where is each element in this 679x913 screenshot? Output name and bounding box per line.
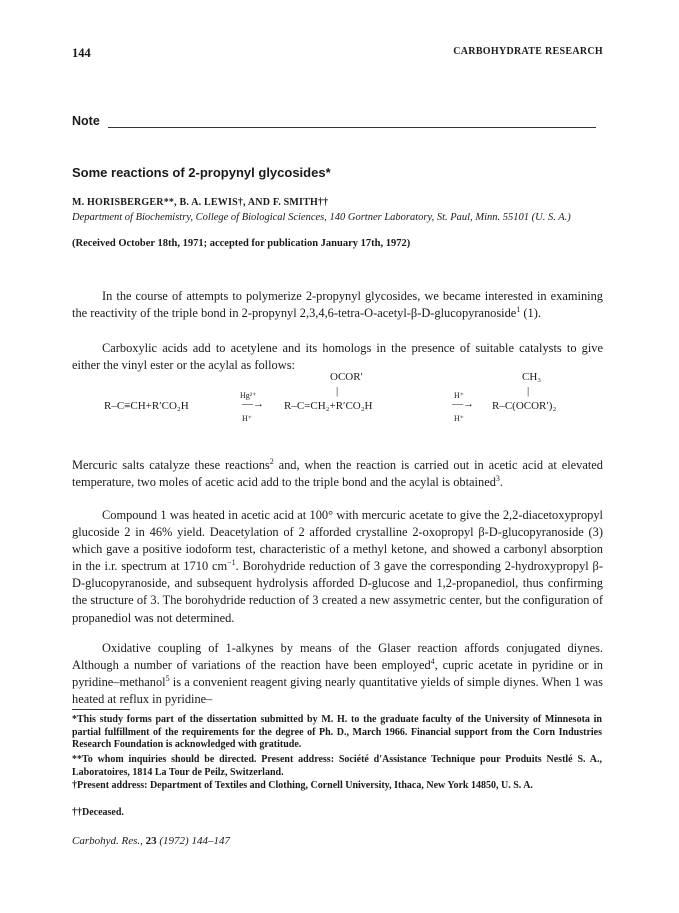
- reactant: R–C≡CH+R′CO₂H: [104, 400, 189, 412]
- catalyst-label: H⁺: [242, 414, 252, 423]
- reference-marker: 5: [165, 674, 170, 684]
- footnote-rule: [72, 709, 130, 710]
- paragraph-2: Carboxylic acids add to acetylene and its homologs in the presence of suitable catalysts to give either the vinyl ester or the acylal as follows:: [72, 341, 603, 373]
- author-list: M. HORISBERGER**, B. A. LEWIS†, AND F. SMITH††: [72, 197, 329, 208]
- footnote: †Present address: Department of Textiles and Clothing, Cornell University, Ithaca, New York 14850, U. S. A.: [72, 780, 533, 791]
- section-rule: [108, 127, 596, 128]
- paragraph-4: Compound 1 was heated in acetic acid at 100° with mercuric acetate to give the 2,2-diacetoxypropyl glucoside 2 in 46% yield. Deacetylation of 2 afforded crystalline 2-oxopropyl β-D-glucopyranoside (3) which gave a positive iodoform test, characteristic of a methyl ketone, and showed a carbonyl absorption in the i.r. spectrum at 1710 $cm^{-1}$. Borohydride reduction of 3 gave the corresponding 2-hydroxypropyl β-D-glucopyranoside, and subsequent hydrolysis afforded D-glucose and 1,2-propanediol, thus confirming the structure of 3. The borohydride reduction of 3 created a new assymetric center, but the configuration of propanediol was not determined.: [72, 508, 603, 625]
- vinyl-ester-substituent: OCOR′: [330, 371, 363, 383]
- received-dates: (Received October 18th, 1971; accepted for publication January 17th, 1972): [72, 238, 411, 249]
- paragraph-1: In the course of attempts to polymerize 2-propynyl glycosides, we became interested in examining the reactivity of the triple bond in 2-propynyl 2,3,4,6-tetra-O-acetyl-β-D-glucopyranoside$^1$ (1).: [72, 289, 603, 321]
- catalyst-label: Hg²⁺: [240, 391, 257, 400]
- footnote: ††Deceased.: [72, 807, 124, 818]
- intermediate: R–C=CH₂+R′CO₂H: [284, 400, 373, 412]
- reference-marker: 4: [430, 656, 435, 666]
- reaction-arrow: —→: [242, 398, 264, 410]
- journal-name: CARBOHYDRATE RESEARCH: [453, 46, 603, 57]
- running-header: [72, 46, 603, 62]
- reference-marker: 2: [269, 456, 274, 466]
- article-title: Some reactions of 2-propynyl glycosides*: [72, 165, 331, 180]
- reference-marker: 1: [516, 304, 521, 314]
- paragraph-5: Oxidative coupling of 1-alkynes by means of the Glaser reaction affords conjugated diynes. Although a number of variations of the reaction have been employed$^4$, cupric acetate in pyridine or in pyridine–methanol$^5$ is a convenient reagent giving nearly quantitative yields of simple diynes. When 1 was heated at reflux in pyridine–: [72, 641, 603, 707]
- paragraph-3: Mercuric salts catalyze these reactions$^2$ and, when the reaction is carried out in acetic acid at elevated temperature, two moles of acetic acid add to the triple bond and the acylal is obtained$^3$.: [72, 456, 603, 490]
- affiliation: Department of Biochemistry, College of Biological Sciences, 140 Gortner Laboratory, St. Paul, Minn. 55101 (U. S. A.): [72, 212, 571, 223]
- reaction-arrow: —→: [452, 398, 474, 410]
- catalyst-label: H⁺: [454, 391, 464, 400]
- bond-vertical: |: [336, 385, 339, 397]
- section-label: Note: [72, 114, 100, 128]
- bond-vertical: |: [527, 385, 530, 397]
- journal-citation: Carbohyd. Res., 23 (1972) 144–147: [72, 835, 230, 847]
- product: R–C(OCOR′)₂: [492, 400, 557, 412]
- methyl-group: CH₃: [522, 371, 542, 383]
- unit-exponent: −1: [227, 558, 236, 568]
- page-number: 144: [72, 46, 91, 60]
- footnote: **To whom inquiries should be directed. Present address: Société d'Assistance Technique pour Produits Nestlé S. A., Laboratoires, 1814 La Tour de Peilz, Switzerland.: [72, 754, 602, 778]
- footnote: *This study forms part of the dissertation submitted by M. H. to the graduate faculty of the University of Minnesota in partial fulfillment of the requirements for the degree of Ph. D., March 1966. Financial support from the Corn Industries Research Foundation is acknowledged with gratitude.: [72, 714, 602, 751]
- reaction-scheme: [72, 371, 603, 453]
- reference-marker: 3: [495, 473, 500, 483]
- catalyst-label: H⁺: [454, 414, 464, 423]
